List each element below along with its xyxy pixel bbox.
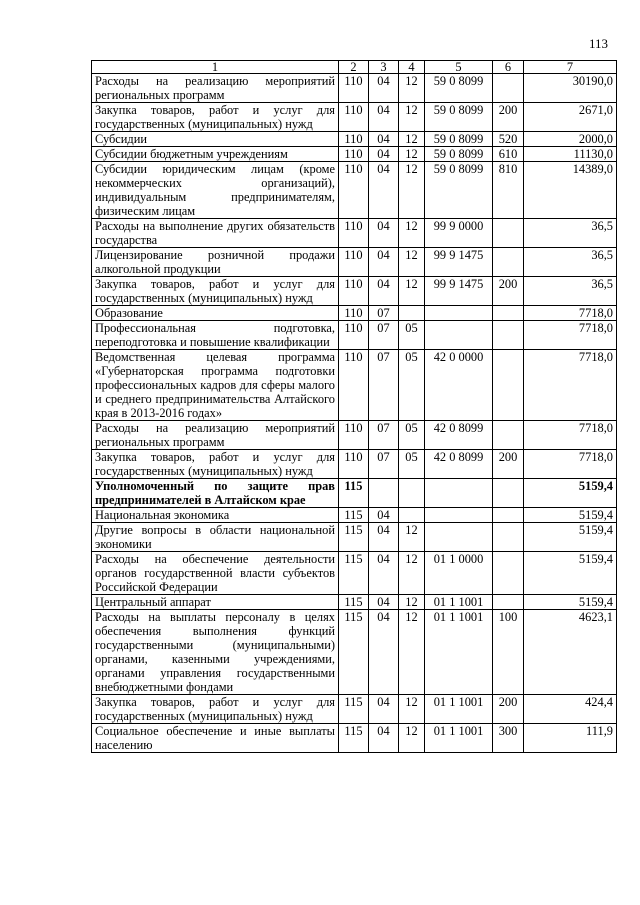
amount: 5159,4 (524, 523, 617, 552)
section-code: 115 (339, 552, 369, 595)
subitem-code: 12 (399, 595, 425, 610)
target-code: 01 1 1001 (425, 695, 493, 724)
table-row (92, 450, 617, 479)
row-name: Центральный аппарат (92, 595, 339, 610)
budget-table (91, 60, 617, 753)
section-code: 115 (339, 595, 369, 610)
row-name: Субсидии (92, 132, 339, 147)
amount: 7718,0 (524, 450, 617, 479)
expense-type-code (493, 523, 524, 552)
section-code: 110 (339, 450, 369, 479)
target-code (425, 479, 493, 508)
column-header: 5 (425, 61, 493, 74)
target-code: 59 0 8099 (425, 74, 493, 103)
section-code: 110 (339, 277, 369, 306)
row-name: Расходы на реализацию мероприятий региональных программ (92, 421, 339, 450)
expense-type-code (493, 74, 524, 103)
target-code (425, 306, 493, 321)
target-code: 01 1 1001 (425, 724, 493, 753)
target-code: 01 1 1001 (425, 610, 493, 695)
section-code: 110 (339, 350, 369, 421)
subsection-code: 04 (369, 132, 399, 147)
table-row (92, 162, 617, 219)
section-code: 115 (339, 724, 369, 753)
target-code (425, 321, 493, 350)
row-name: Закупка товаров, работ и услуг для государственных (муниципальных) нужд (92, 103, 339, 132)
row-name: Расходы на обеспечение деятельности органов государственной власти субъектов Российской Федерации (92, 552, 339, 595)
subitem-code: 12 (399, 74, 425, 103)
section-code: 115 (339, 610, 369, 695)
subitem-code: 12 (399, 219, 425, 248)
amount: 7718,0 (524, 306, 617, 321)
subsection-code: 04 (369, 552, 399, 595)
row-name: Другие вопросы в области национальной экономики (92, 523, 339, 552)
target-code (425, 523, 493, 552)
target-code: 42 0 8099 (425, 450, 493, 479)
amount: 11130,0 (524, 147, 617, 162)
section-code: 110 (339, 306, 369, 321)
section-code: 115 (339, 695, 369, 724)
row-name: Ведомственная целевая программа «Губернаторская программа подготовки профессиональных кадров для сферы малого и среднего предпринимательства Алтайского края в 2013-2016 годах» (92, 350, 339, 421)
amount: 5159,4 (524, 479, 617, 508)
subsection-code: 07 (369, 421, 399, 450)
amount: 424,4 (524, 695, 617, 724)
target-code: 99 9 1475 (425, 248, 493, 277)
target-code: 59 0 8099 (425, 147, 493, 162)
table-row (92, 595, 617, 610)
target-code: 59 0 8099 (425, 132, 493, 147)
table-row (92, 277, 617, 306)
section-code: 110 (339, 132, 369, 147)
column-header: 7 (524, 61, 617, 74)
table-row (92, 350, 617, 421)
subsection-code: 04 (369, 695, 399, 724)
amount: 7718,0 (524, 421, 617, 450)
amount: 36,5 (524, 277, 617, 306)
table-row (92, 103, 617, 132)
target-code: 59 0 8099 (425, 103, 493, 132)
subsection-code: 04 (369, 724, 399, 753)
amount: 2671,0 (524, 103, 617, 132)
section-code: 110 (339, 74, 369, 103)
table-row (92, 479, 617, 508)
section-code: 115 (339, 523, 369, 552)
subsection-code: 04 (369, 595, 399, 610)
table-row (92, 74, 617, 103)
row-name: Профессиональная подготовка, переподготовка и повышение квалификации (92, 321, 339, 350)
amount: 14389,0 (524, 162, 617, 219)
table-row (92, 421, 617, 450)
expense-type-code (493, 421, 524, 450)
section-code: 110 (339, 248, 369, 277)
amount: 30190,0 (524, 74, 617, 103)
amount: 5159,4 (524, 552, 617, 595)
expense-type-code (493, 248, 524, 277)
table-row (92, 248, 617, 277)
section-code: 115 (339, 508, 369, 523)
row-name: Закупка товаров, работ и услуг для государственных (муниципальных) нужд (92, 450, 339, 479)
subitem-code: 12 (399, 248, 425, 277)
table-row (92, 219, 617, 248)
expense-type-code (493, 219, 524, 248)
subitem-code: 05 (399, 350, 425, 421)
page-number: 113 (589, 36, 609, 51)
subsection-code: 04 (369, 74, 399, 103)
table-row (92, 610, 617, 695)
subitem-code: 12 (399, 695, 425, 724)
column-header: 3 (369, 61, 399, 74)
amount: 7718,0 (524, 350, 617, 421)
row-name: Социальное обеспечение и иные выплаты населению (92, 724, 339, 753)
subsection-code: 04 (369, 103, 399, 132)
subsection-code: 04 (369, 610, 399, 695)
amount: 5159,4 (524, 595, 617, 610)
expense-type-code: 520 (493, 132, 524, 147)
subitem-code (399, 508, 425, 523)
table-row (92, 508, 617, 523)
subsection-code: 07 (369, 306, 399, 321)
row-name: Уполномоченный по защите прав предпринимателей в Алтайском крае (92, 479, 339, 508)
subitem-code: 12 (399, 162, 425, 219)
row-name: Субсидии бюджетным учреждениям (92, 147, 339, 162)
subitem-code: 05 (399, 421, 425, 450)
table-row (92, 132, 617, 147)
subitem-code: 12 (399, 103, 425, 132)
subitem-code (399, 479, 425, 508)
row-name: Расходы на выполнение других обязательств государства (92, 219, 339, 248)
subsection-code: 04 (369, 219, 399, 248)
subsection-code: 04 (369, 147, 399, 162)
row-name: Субсидии юридическим лицам (кроме некоммерческих организаций), индивидуальным предпринимателям, физическим лицам (92, 162, 339, 219)
expense-type-code (493, 321, 524, 350)
amount: 36,5 (524, 248, 617, 277)
amount: 4623,1 (524, 610, 617, 695)
subitem-code (399, 306, 425, 321)
section-code: 110 (339, 321, 369, 350)
target-code: 59 0 8099 (425, 162, 493, 219)
expense-type-code: 200 (493, 695, 524, 724)
section-code: 110 (339, 421, 369, 450)
target-code: 99 9 0000 (425, 219, 493, 248)
row-name: Закупка товаров, работ и услуг для государственных (муниципальных) нужд (92, 695, 339, 724)
subsection-code: 07 (369, 350, 399, 421)
subitem-code: 12 (399, 277, 425, 306)
target-code: 42 0 8099 (425, 421, 493, 450)
subitem-code: 12 (399, 552, 425, 595)
table-row (92, 321, 617, 350)
target-code: 01 1 0000 (425, 552, 493, 595)
subitem-code: 12 (399, 132, 425, 147)
target-code: 42 0 0000 (425, 350, 493, 421)
subsection-code: 04 (369, 523, 399, 552)
row-name: Расходы на выплаты персоналу в целях обеспечения выполнения функций государственными (муниципальными) органами, казенными учреждениями, органами управления государственными внебюджетными фондами (92, 610, 339, 695)
section-code: 115 (339, 479, 369, 508)
expense-type-code (493, 479, 524, 508)
target-code: 01 1 1001 (425, 595, 493, 610)
row-name: Закупка товаров, работ и услуг для государственных (муниципальных) нужд (92, 277, 339, 306)
expense-type-code: 200 (493, 277, 524, 306)
subsection-code: 07 (369, 321, 399, 350)
expense-type-code (493, 350, 524, 421)
table-row (92, 523, 617, 552)
table-header-row (92, 61, 617, 74)
column-header: 1 (92, 61, 339, 74)
column-header: 2 (339, 61, 369, 74)
subsection-code (369, 479, 399, 508)
section-code: 110 (339, 219, 369, 248)
table-row (92, 695, 617, 724)
table-row (92, 147, 617, 162)
table-row (92, 724, 617, 753)
target-code (425, 508, 493, 523)
subsection-code: 04 (369, 248, 399, 277)
row-name: Лицензирование розничной продажи алкогольной продукции (92, 248, 339, 277)
expense-type-code: 810 (493, 162, 524, 219)
table-row (92, 552, 617, 595)
expense-type-code: 200 (493, 450, 524, 479)
amount: 7718,0 (524, 321, 617, 350)
expense-type-code: 200 (493, 103, 524, 132)
subitem-code: 12 (399, 147, 425, 162)
expense-type-code: 610 (493, 147, 524, 162)
target-code: 99 9 1475 (425, 277, 493, 306)
subsection-code: 04 (369, 162, 399, 219)
section-code: 110 (339, 147, 369, 162)
expense-type-code (493, 508, 524, 523)
row-name: Расходы на реализацию мероприятий региональных программ (92, 74, 339, 103)
expense-type-code: 300 (493, 724, 524, 753)
section-code: 110 (339, 162, 369, 219)
expense-type-code (493, 306, 524, 321)
column-header: 4 (399, 61, 425, 74)
subitem-code: 05 (399, 450, 425, 479)
row-name: Национальная экономика (92, 508, 339, 523)
subsection-code: 04 (369, 508, 399, 523)
column-header: 6 (493, 61, 524, 74)
amount: 36,5 (524, 219, 617, 248)
row-name: Образование (92, 306, 339, 321)
expense-type-code (493, 595, 524, 610)
subitem-code: 12 (399, 724, 425, 753)
amount: 5159,4 (524, 508, 617, 523)
subitem-code: 05 (399, 321, 425, 350)
section-code: 110 (339, 103, 369, 132)
table-row (92, 306, 617, 321)
subsection-code: 07 (369, 450, 399, 479)
amount: 2000,0 (524, 132, 617, 147)
amount: 111,9 (524, 724, 617, 753)
expense-type-code (493, 552, 524, 595)
expense-type-code: 100 (493, 610, 524, 695)
subsection-code: 04 (369, 277, 399, 306)
subitem-code: 12 (399, 523, 425, 552)
subitem-code: 12 (399, 610, 425, 695)
